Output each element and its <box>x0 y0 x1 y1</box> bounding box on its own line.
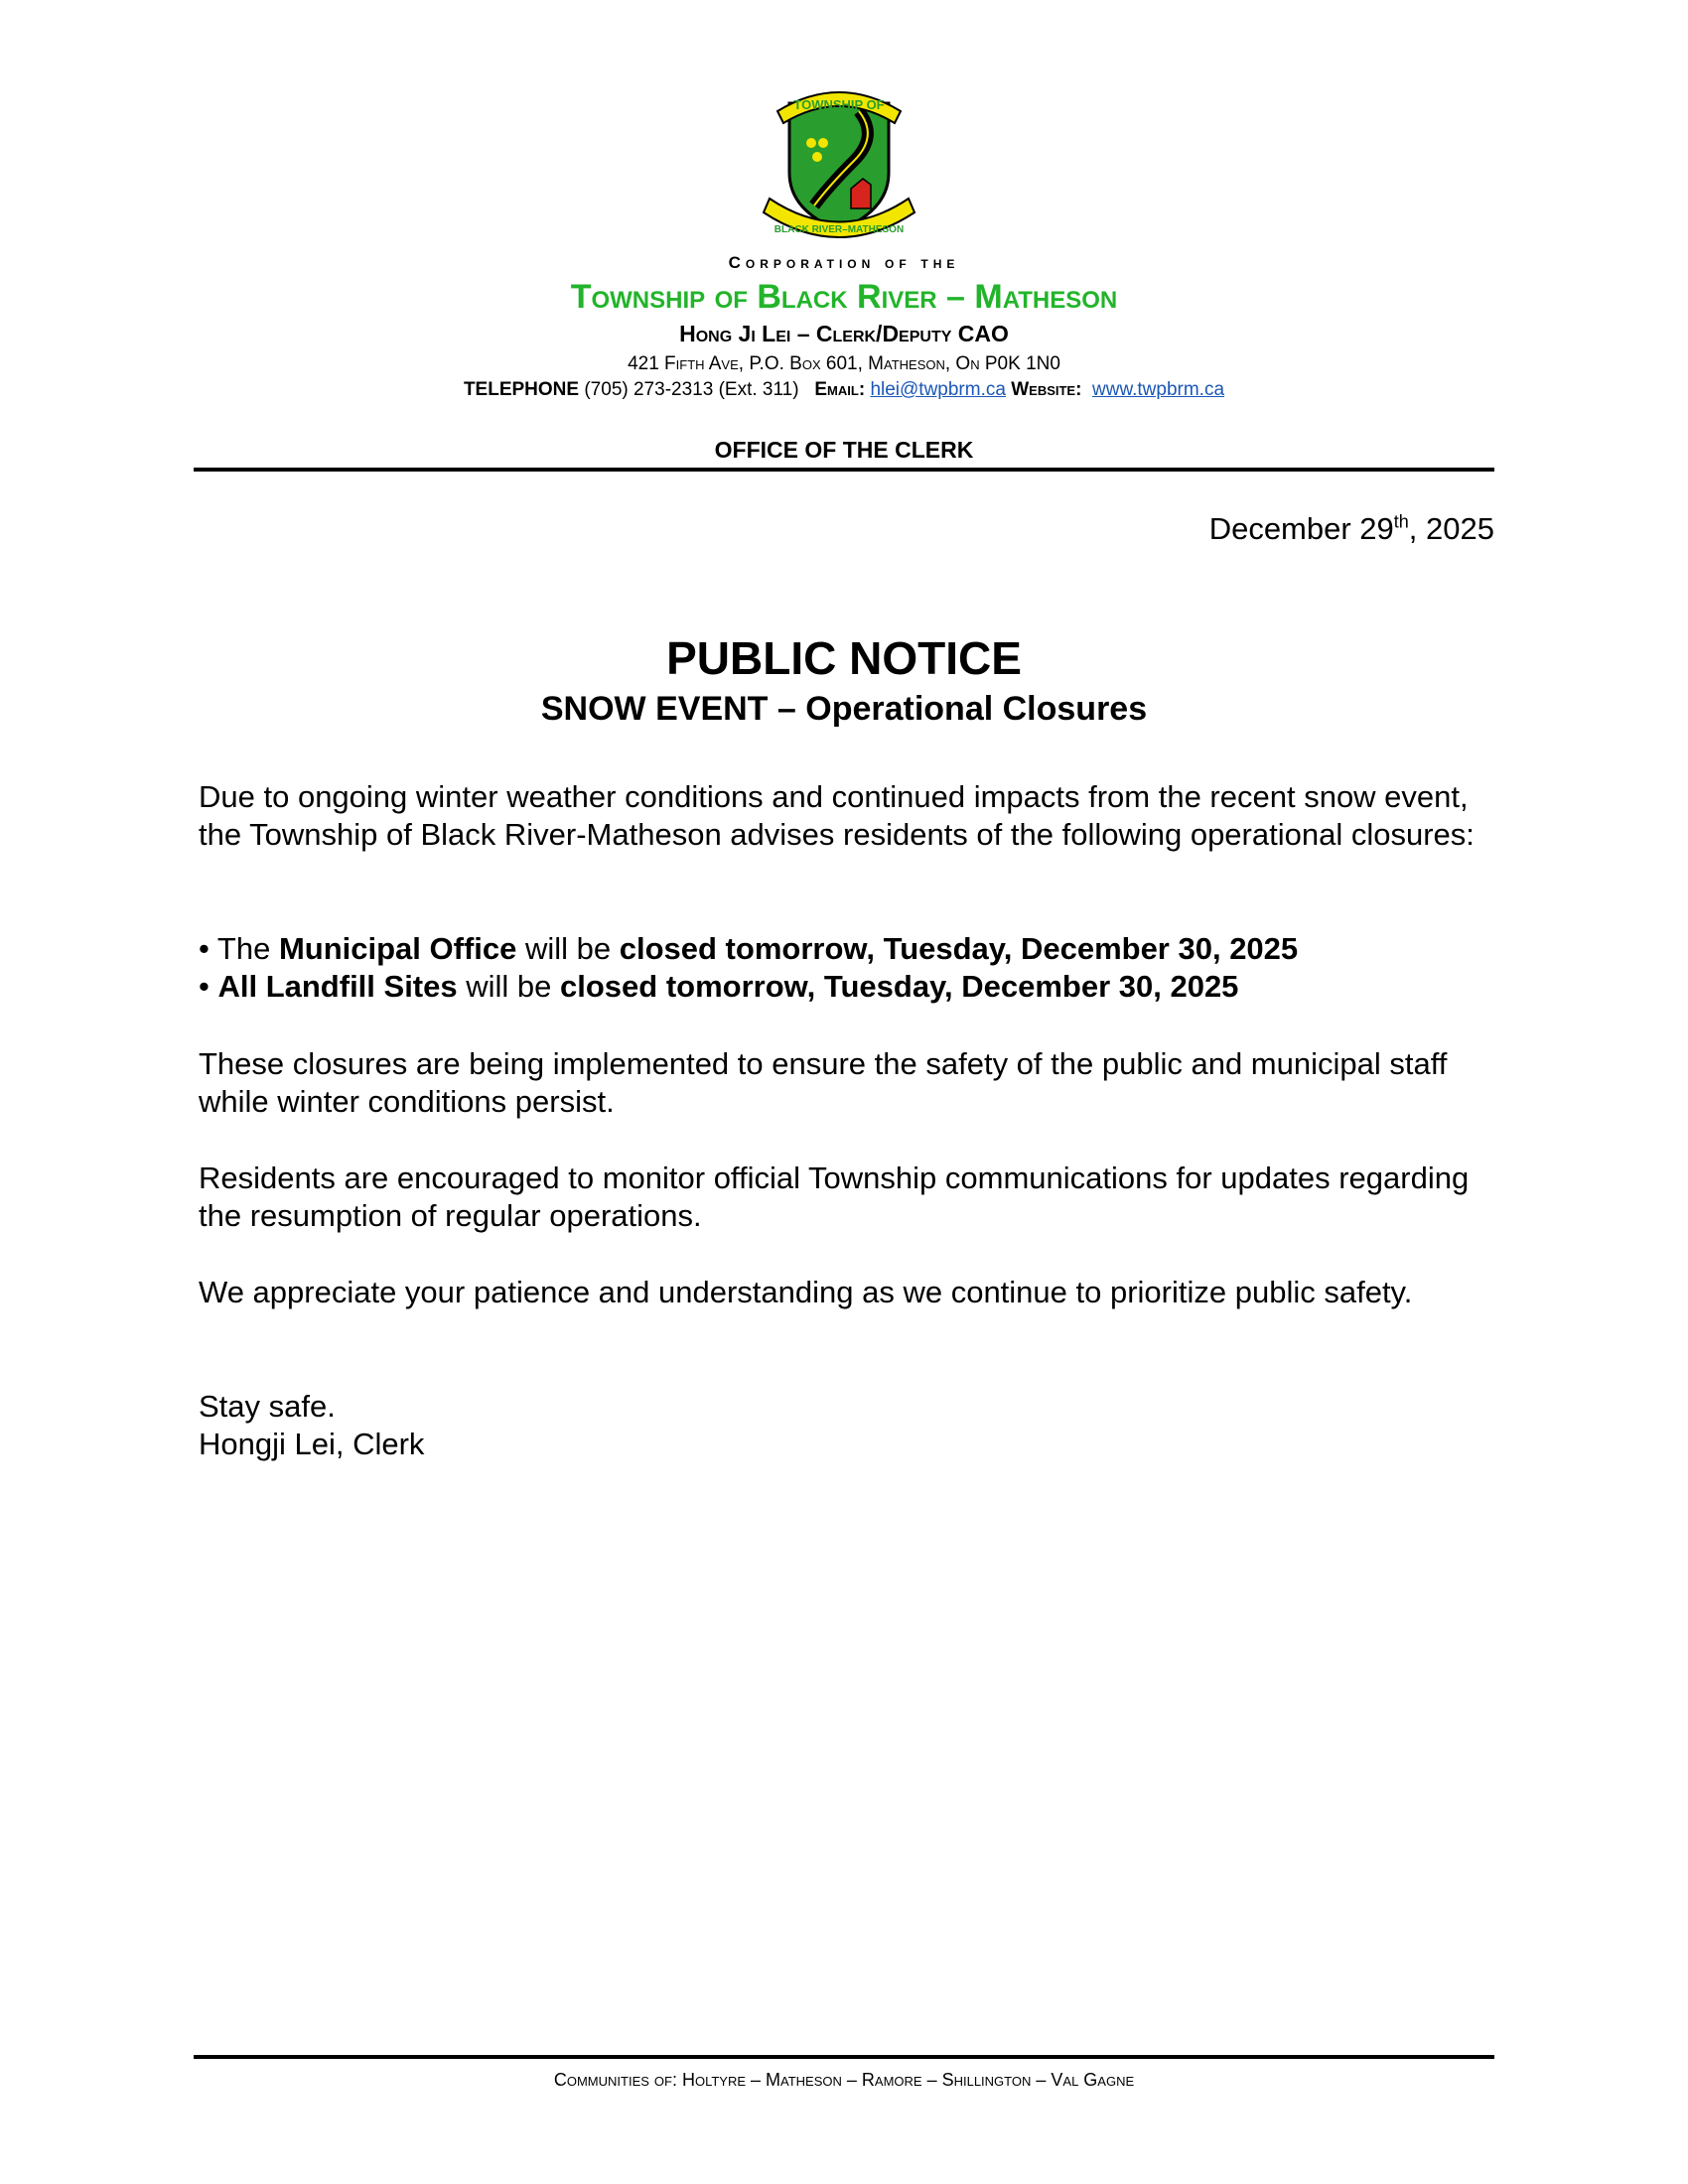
closure-subject: Municipal Office <box>278 931 517 966</box>
date-year: , 2025 <box>1408 511 1494 546</box>
notice-subtitle: SNOW EVENT – Operational Closures <box>540 690 1148 728</box>
website-link[interactable]: www.twpbrm.ca <box>1092 379 1225 400</box>
mailing-address: 421 Fifth Ave, P.O. Box 601, Matheson, On P0K 1N0 <box>628 353 1060 374</box>
appreciation-paragraph: We appreciate your patience and understanding as we continue to prioritize public safety. <box>199 1275 1413 1309</box>
closure-subject: All Landfill Sites <box>217 969 458 1004</box>
footer-divider <box>194 2055 1494 2059</box>
svg-text:BLACK RIVER–MATHESON: BLACK RIVER–MATHESON <box>774 224 905 235</box>
list-item: • The Municipal Office will be closed tomorrow, Tuesday, December 30, 2025 <box>199 931 1299 966</box>
closures-paragraph: These closures are being implemented to ensure the safety of the public and municipal staff while winter conditions persist. <box>199 1046 1448 1119</box>
clerk-title: Hong Ji Lei – Clerk/Deputy CAO <box>679 321 1009 346</box>
monitor-paragraph: Residents are encouraged to monitor official Township communications for updates regarding the resumption of regular operations. <box>199 1160 1470 1233</box>
township-name: Township of Black River – Matheson <box>570 278 1118 316</box>
contact-line <box>0 379 1688 401</box>
footer-communities: Communities of: Holtyre – Matheson – Ramore – Shillington – Val Gagne <box>553 2070 1135 2090</box>
signatory: Hongji Lei, Clerk <box>199 1427 425 1461</box>
signature-block <box>199 1388 1499 1463</box>
header-divider <box>194 468 1494 472</box>
intro-paragraph: Due to ongoing winter weather conditions and continued impacts from the recent snow event, the Township of Black River-Matheson advises residents of the following operational closures: <box>199 779 1475 852</box>
list-item: • All Landfill Sites will be closed tomorrow, Tuesday, December 30, 2025 <box>199 969 1239 1004</box>
telephone-label: TELEPHONE <box>463 379 580 400</box>
office-heading: OFFICE OF THE CLERK <box>714 437 974 463</box>
date-day: December 29 <box>1208 511 1394 546</box>
telephone-number: (705) 273-2313 (Ext. 311) <box>584 379 799 400</box>
notice-date <box>1209 511 1494 547</box>
notice-title: PUBLIC NOTICE <box>666 632 1022 684</box>
closing-line: Stay safe. <box>199 1389 336 1424</box>
corporation-label: Corporation of the <box>728 253 960 272</box>
svg-text:TOWNSHIP OF: TOWNSHIP OF <box>793 97 885 112</box>
email-label: Email: <box>814 379 866 400</box>
closure-list <box>199 930 1499 1006</box>
website-label: Website: <box>1011 379 1082 400</box>
township-crest-logo <box>760 81 918 240</box>
closure-date: closed tomorrow, Tuesday, December 30, 2025 <box>619 931 1299 966</box>
date-suffix: th <box>1393 511 1409 532</box>
email-link[interactable]: hlei@twpbrm.ca <box>870 379 1006 400</box>
closure-date: closed tomorrow, Tuesday, December 30, 2025 <box>560 969 1239 1004</box>
